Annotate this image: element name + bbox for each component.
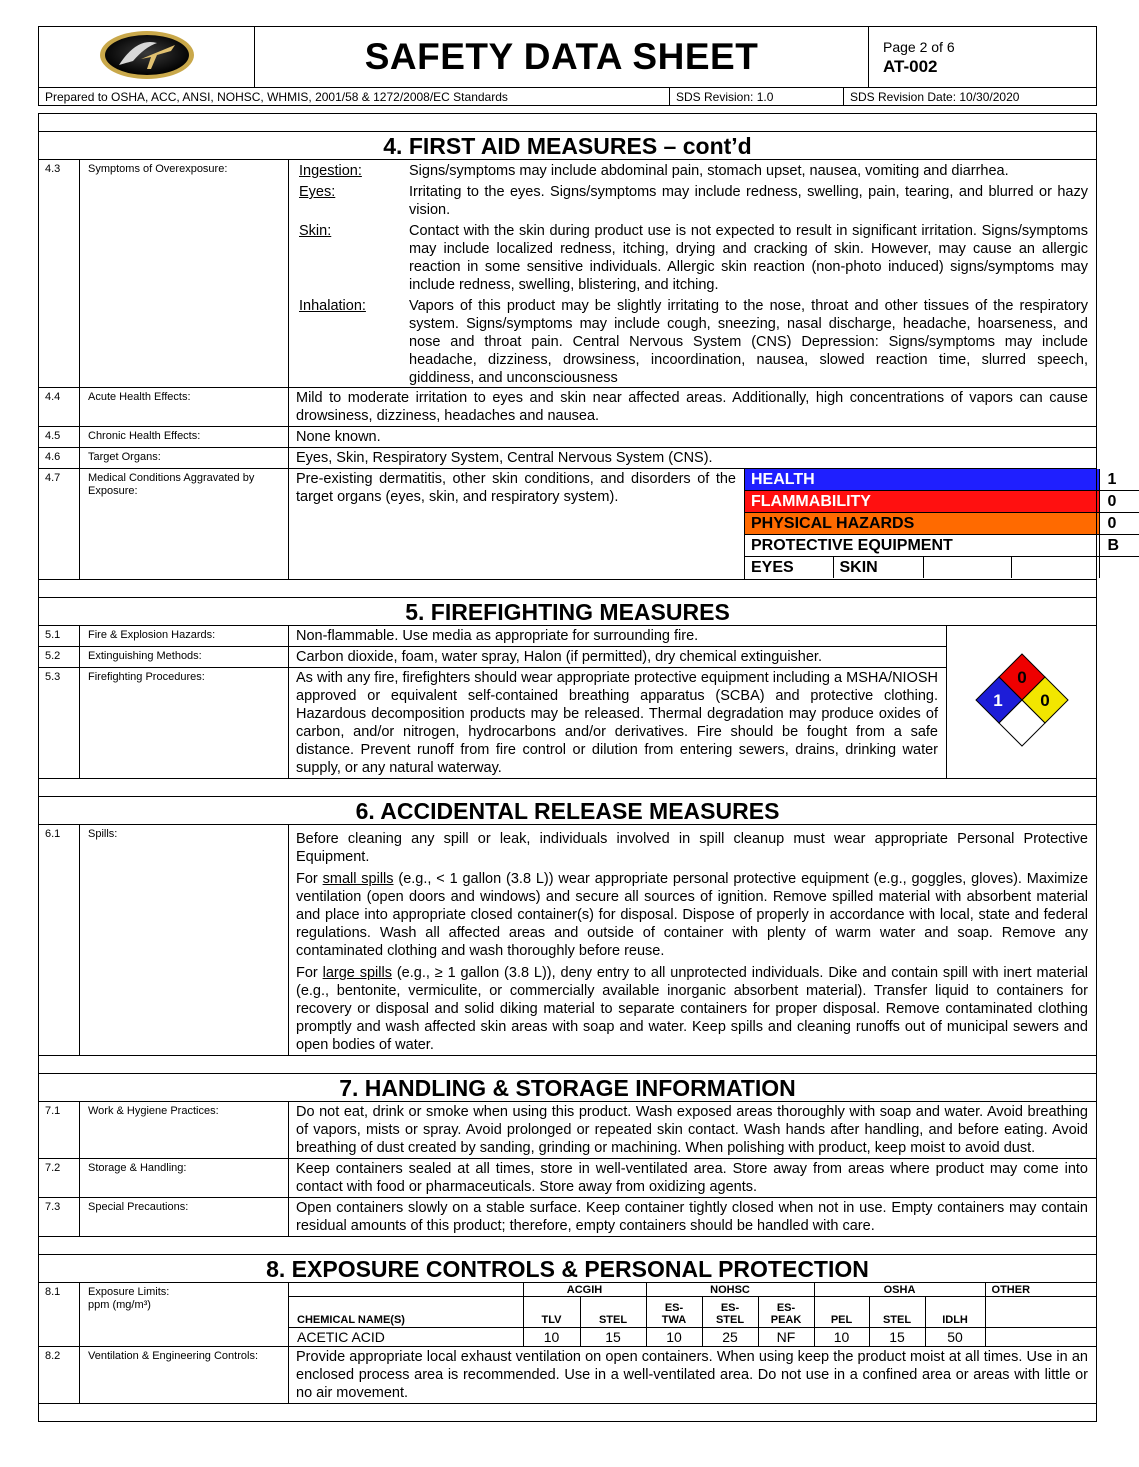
es-peak-header: ES- PEAK bbox=[758, 1297, 814, 1328]
other-value bbox=[985, 1328, 1096, 1347]
fire-hazards-text: Non-flammable. Use media as appropriate for surrounding fire. bbox=[289, 626, 947, 647]
extinguishing-text: Carbon dioxide, foam, water spray, Halon (if permitted), dry chemical extinguisher. bbox=[289, 647, 947, 668]
row-number: 7.3 bbox=[39, 1198, 80, 1237]
es-twa-header: ES- TWA bbox=[646, 1297, 702, 1328]
chemical-name-header: CHEMICAL NAME(S) bbox=[289, 1297, 523, 1328]
firefighting-procedures-text: As with any fire, firefighters should wear appropriate protective equipment including a MSHA/NIOSH approved or equivalent self-contained breathing apparatus (SCBA) and protective clothing. Hazardous decomposition products may be released. Thermal degradation may produce oxides of carbon, and/or nitrogen, hydrocarbons and/or derivatives. Fire should be fought from a safe distance. Prevent runoff from fire control or dilution from entering sewers, drains, drinking water supply, or any natural waterway. bbox=[289, 668, 947, 779]
acgih-header: ACGIH bbox=[523, 1283, 646, 1297]
row-number: 5.1 bbox=[39, 626, 80, 647]
hmis-table bbox=[745, 469, 1139, 578]
page-number: Page 2 of 6 bbox=[883, 39, 955, 55]
page-info bbox=[869, 27, 1097, 88]
row-label: Special Precautions: bbox=[80, 1198, 289, 1237]
es-twa-value: 10 bbox=[646, 1328, 702, 1347]
spacer-row bbox=[39, 779, 1097, 797]
text-span: (e.g., ≥ 1 gallon (3.8 L)), deny entry to all unprotected individuals. Dike and contain spill with inert material (e.g., bentonite, vermiculite, or commercially available inorganic absorbent material). Transfer liquid to containers for recovery or disposal and solid diking material to separate containers for proper disposal. Remove contaminated clothing promptly and wash affected skin areas with soap and water. Keep spills and cleaning runoffs out of municipal sewers and open bodies of water. bbox=[296, 965, 1089, 1053]
spacer-row bbox=[39, 580, 1097, 598]
section-6-table bbox=[38, 796, 1097, 1074]
row-label: Target Organs: bbox=[80, 448, 289, 469]
row-number: 8.1 bbox=[39, 1283, 80, 1347]
exposure-units-label: ppm (mg/m³) bbox=[88, 1299, 151, 1311]
company-logo bbox=[39, 27, 255, 88]
row-number: 4.6 bbox=[39, 448, 80, 469]
section-7-table bbox=[38, 1073, 1097, 1255]
hmis-flammability-label: FLAMMABILITY bbox=[745, 491, 1099, 513]
exposure-limits-cell bbox=[289, 1283, 1097, 1347]
nohsc-header: NOHSC bbox=[646, 1283, 814, 1297]
es-stel-value: 25 bbox=[702, 1328, 758, 1347]
hmis-physical-label: PHYSICAL HAZARDS bbox=[745, 513, 1099, 535]
osha-stel-header: STEL bbox=[869, 1297, 925, 1328]
subheader-table bbox=[38, 88, 1097, 106]
row-label: Medical Conditions Aggravated by Exposure: bbox=[80, 469, 289, 580]
section-7-title: 7. HANDLING & STORAGE INFORMATION bbox=[39, 1074, 1097, 1102]
logo-icon bbox=[97, 29, 197, 81]
row-label: Ventilation & Engineering Controls: bbox=[80, 1347, 289, 1404]
row-label: Spills: bbox=[80, 825, 289, 1056]
ppe-eyes: EYES bbox=[745, 557, 833, 579]
spacer-row bbox=[39, 1237, 1097, 1255]
ppe-skin: SKIN bbox=[833, 557, 923, 579]
pel-value: 10 bbox=[814, 1328, 869, 1347]
text-span: For bbox=[296, 871, 323, 887]
chronic-effects-text: None known. bbox=[289, 427, 1097, 448]
inhalation-key: Inhalation: bbox=[299, 298, 366, 314]
inhalation-value: Vapors of this product may be slightly irritating to the nose, throat and other tissues of the respiratory system. Signs/symptoms may include cough, sneezing, nasal discharge, headache, hoarseness, and nose and throat pain. Central Nervous System (CNS) Depression: Signs/symptoms may include headache, dizziness, drowsiness, incoordination, nausea, slowed reaction time, slurred speech, giddiness, and unconsciousness bbox=[409, 298, 1088, 386]
section-8-title: 8. EXPOSURE CONTROLS & PERSONAL PROTECTION bbox=[39, 1255, 1097, 1283]
storage-text: Keep containers sealed at all times, store in well-ventilated area. Store away from areas where product may come into contact with food or pharmaceuticals. Store away from oxidizing agents. bbox=[289, 1159, 1097, 1198]
row-number: 7.2 bbox=[39, 1159, 80, 1198]
large-spills-term: large spills bbox=[322, 965, 392, 981]
table-row bbox=[289, 1328, 1096, 1347]
osha-stel-value: 15 bbox=[869, 1328, 925, 1347]
small-spills-paragraph bbox=[296, 870, 1088, 960]
sds-revision-date: SDS Revision Date: 10/30/2020 bbox=[844, 88, 1097, 106]
row-label: Symptoms of Overexposure: bbox=[80, 160, 289, 388]
row-label: Acute Health Effects: bbox=[80, 388, 289, 427]
header-table bbox=[38, 26, 1097, 88]
small-spills-term: small spills bbox=[322, 871, 394, 887]
hygiene-text: Do not eat, drink or smoke when using this product. Wash exposed areas thoroughly with soap and water. Avoid breathing of vapors, mists or spray. Avoid prolonged or repeated skin contact. Wash hands after handling, and before eating. Avoid breathing of dust created by sanding, grinding or machining. When polishing with product, keep moist to avoid dust. bbox=[289, 1102, 1097, 1159]
ingestion-key: Ingestion: bbox=[299, 163, 362, 179]
symptoms-list bbox=[297, 162, 1088, 387]
osha-header: OSHA bbox=[814, 1283, 985, 1297]
eyes-value: Irritating to the eyes. Signs/symptoms may include redness, swelling, pain, tearing, and blurred or hazy vision. bbox=[409, 184, 1088, 218]
hmis-label bbox=[745, 469, 1120, 580]
large-spills-paragraph bbox=[296, 964, 1088, 1054]
tlv-value: 10 bbox=[523, 1328, 580, 1347]
idlh-header: IDLH bbox=[925, 1297, 985, 1328]
hmis-health-value: 1 bbox=[1099, 469, 1139, 491]
row-number: 4.5 bbox=[39, 427, 80, 448]
ppe-empty bbox=[1011, 557, 1099, 579]
exposure-limits-table bbox=[289, 1283, 1096, 1346]
nfpa-health: 1 bbox=[992, 690, 1003, 710]
hmis-flammability-value: 0 bbox=[1099, 491, 1139, 513]
acute-effects-text: Mild to moderate irritation to eyes and skin near affected areas. Additionally, high concentrations of vapors can cause drowsiness, dizziness, headaches and nausea. bbox=[289, 388, 1097, 427]
idlh-value: 50 bbox=[925, 1328, 985, 1347]
row-number: 4.4 bbox=[39, 388, 80, 427]
sds-page bbox=[38, 26, 1120, 1422]
precautions-text: Open containers slowly on a stable surface. Keep container tightly closed when not in use. Empty containers may contain residual amounts of this product; therefore, empty containers should be handled with care. bbox=[289, 1198, 1097, 1237]
hmis-health-label: HEALTH bbox=[745, 469, 1099, 491]
text-span: For bbox=[296, 965, 323, 981]
spacer-row bbox=[39, 114, 1097, 132]
section-8-table bbox=[38, 1254, 1097, 1422]
section-6-title: 6. ACCIDENTAL RELEASE MEASURES bbox=[39, 797, 1097, 825]
symptoms-cell bbox=[289, 160, 1097, 388]
exposure-limits-label: Exposure Limits: bbox=[88, 1286, 170, 1298]
skin-value: Contact with the skin during product use is not expected to result in significant irritation. Signs/symptoms may include localized redness, itching, drying and cracking of skin. However, may cause an allergic reaction in some sensitive individuals. Allergic skin reaction (non-photo induced) signs/symptoms may include redness, swelling, blistering, and itching. bbox=[409, 223, 1088, 293]
ppe-empty bbox=[923, 557, 1011, 579]
tlv-header: TLV bbox=[523, 1297, 580, 1328]
target-organs-text: Eyes, Skin, Respiratory System, Central Nervous System (CNS). bbox=[289, 448, 1097, 469]
row-number: 4.3 bbox=[39, 160, 80, 388]
section-5-title: 5. FIREFIGHTING MEASURES bbox=[39, 598, 1097, 626]
pel-header: PEL bbox=[814, 1297, 869, 1328]
text-span: (e.g., < 1 gallon (3.8 L)) wear appropriate personal protective equipment (e.g., goggles, gloves). Maximize ventilation (open doors and windows) and secure all sources of ignition. Remove spilled material with absorbent material and place into appropriate closed container(s) for disposal. Dispose of properly in accordance with local, state and federal regulations. Wash all affected areas and outside of container with plenty of warm water and soap. Remove any contaminated clothing and wash thoroughly before reuse. bbox=[296, 871, 1089, 959]
sds-revision: SDS Revision: 1.0 bbox=[670, 88, 844, 106]
row-label: Chronic Health Effects: bbox=[80, 427, 289, 448]
row-label: Fire & Explosion Hazards: bbox=[80, 626, 289, 647]
row-number: 8.2 bbox=[39, 1347, 80, 1404]
nfpa-diamond-cell bbox=[947, 626, 1097, 779]
spacer-row bbox=[39, 1404, 1097, 1422]
row-label: Firefighting Procedures: bbox=[80, 668, 289, 779]
stel-header: STEL bbox=[580, 1297, 646, 1328]
row-number: 6.1 bbox=[39, 825, 80, 1056]
nfpa-diamond-icon bbox=[974, 652, 1070, 748]
empty-cell bbox=[289, 1283, 523, 1297]
row-label: Work & Hygiene Practices: bbox=[80, 1102, 289, 1159]
spacer-row bbox=[39, 1056, 1097, 1074]
nfpa-instability: 0 bbox=[1039, 690, 1050, 710]
ingestion-value: Signs/symptoms may include abdominal pain, stomach upset, nausea, vomiting and diarrhea. bbox=[409, 163, 1009, 179]
es-peak-value: NF bbox=[758, 1328, 814, 1347]
prepared-standards: Prepared to OSHA, ACC, ANSI, NOHSC, WHMIS, 2001/58 & 1272/2008/EC Standards bbox=[39, 88, 670, 106]
medical-conditions-text: Pre-existing dermatitis, other skin conditions, and disorders of the target organs (eyes, skin, and respiratory system). bbox=[289, 469, 745, 580]
other-col-header bbox=[985, 1297, 1096, 1328]
section-5-table bbox=[38, 597, 1097, 797]
spills-text bbox=[289, 825, 1097, 1056]
ppe-empty bbox=[1099, 557, 1139, 579]
es-stel-header: ES- STEL bbox=[702, 1297, 758, 1328]
row-label bbox=[80, 1283, 289, 1347]
section-4-title: 4. FIRST AID MEASURES – cont’d bbox=[39, 132, 1097, 160]
document-title: SAFETY DATA SHEET bbox=[255, 27, 869, 88]
row-number: 7.1 bbox=[39, 1102, 80, 1159]
spills-paragraph: Before cleaning any spill or leak, individuals involved in spill cleanup must wear appropriate Personal Protective Equipment. bbox=[296, 831, 1088, 865]
document-id: AT-002 bbox=[883, 57, 938, 76]
row-label: Extinguishing Methods: bbox=[80, 647, 289, 668]
hmis-ppe-label: PROTECTIVE EQUIPMENT bbox=[745, 535, 1099, 557]
hmis-ppe-value: B bbox=[1099, 535, 1139, 557]
eyes-key: Eyes: bbox=[299, 184, 336, 200]
row-number: 4.7 bbox=[39, 469, 80, 580]
row-number: 5.3 bbox=[39, 668, 80, 779]
skin-key: Skin: bbox=[299, 223, 332, 239]
ventilation-text: Provide appropriate local exhaust ventilation on open containers. When using keep the product moist at all times. Use in an enclosed process area is recommended. Use in a well-ventilated area. Do not use in a confined area or areas with little or no air movement. bbox=[289, 1347, 1097, 1404]
chemical-name: ACETIC ACID bbox=[297, 1329, 385, 1345]
section-4-table bbox=[38, 113, 1120, 598]
row-number: 5.2 bbox=[39, 647, 80, 668]
hmis-physical-value: 0 bbox=[1099, 513, 1139, 535]
stel-value: 15 bbox=[580, 1328, 646, 1347]
row-label: Storage & Handling: bbox=[80, 1159, 289, 1198]
other-header: OTHER bbox=[985, 1283, 1096, 1297]
nfpa-flammability: 0 bbox=[1016, 667, 1027, 687]
